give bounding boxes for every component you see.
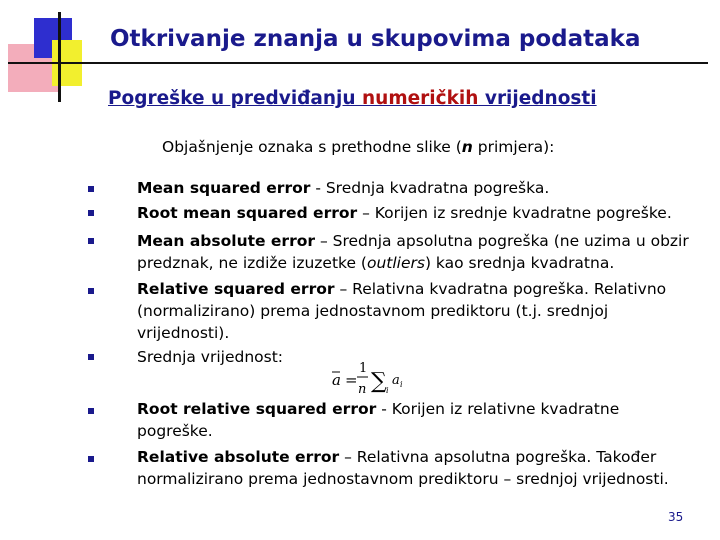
bullet-marker xyxy=(88,238,94,244)
intro-text xyxy=(162,138,554,156)
item-sep: – xyxy=(357,204,375,222)
formula-den: n xyxy=(358,382,367,397)
formula-svg xyxy=(330,358,410,398)
item-desc-post: ) kao srednja kvadratna. xyxy=(424,254,615,272)
list-item-mae xyxy=(137,230,697,274)
list-item-rae xyxy=(137,446,697,490)
slide-subtitle xyxy=(108,88,708,109)
formula-sum: ∑ xyxy=(371,369,387,394)
formula-eq: = xyxy=(345,371,358,389)
item-term: Relative absolute error xyxy=(137,448,340,466)
intro-post: primjera): xyxy=(472,138,555,156)
item-sep: – xyxy=(339,448,357,466)
item-term: Mean squared error xyxy=(137,179,311,197)
list-item-rmse xyxy=(137,202,697,224)
item-desc: Korijen iz srednje kvadratne pogreške. xyxy=(374,204,672,222)
mean-formula xyxy=(330,358,410,398)
list-item-rrse xyxy=(137,398,697,442)
bullet-marker xyxy=(88,186,94,192)
list-item-mean xyxy=(137,346,697,368)
intro-n: n xyxy=(461,138,473,156)
item-desc: Relativna kvadratna pogreška. Relativno (normalizirano) prema jednostavnom prediktoru (t.j. srednjoj vrijednosti). xyxy=(137,280,667,342)
bullet-marker xyxy=(88,210,94,216)
slide-title: Otkrivanje znanja u skupovima podataka xyxy=(110,26,641,52)
formula-sub: i xyxy=(386,386,389,395)
subtitle-pre: Pogreške u predviđanju xyxy=(108,88,363,109)
subtitle-highlight: numeričkih xyxy=(362,88,479,109)
item-desc: Srednja kvadratna pogreška. xyxy=(325,179,550,197)
item-sep: – xyxy=(334,280,353,298)
item-term: Relative squared error xyxy=(137,280,335,298)
item-sep: - xyxy=(310,179,326,197)
list-item-rse xyxy=(137,278,697,344)
formula-term: a xyxy=(392,373,400,388)
formula-num: 1 xyxy=(359,361,368,376)
decor-vertical-line xyxy=(58,12,61,102)
decor-horizontal-line xyxy=(8,62,708,64)
formula-lhs: a xyxy=(332,371,341,389)
item-term: Root relative squared error xyxy=(137,400,377,418)
intro-pre: Objašnjenje oznaka s prethodne slike ( xyxy=(162,138,462,156)
bullet-marker xyxy=(88,288,94,294)
item-desc: Relativna apsolutna pogreška. Također normalizirano prema jednostavnom prediktoru – srednjoj vrijednosti. xyxy=(137,448,669,488)
item-desc: Korijen iz relativne kvadratne pogreške. xyxy=(137,400,620,440)
page-number: 35 xyxy=(668,510,684,524)
item-desc-italic: outliers xyxy=(366,254,425,272)
formula-term-sub: i xyxy=(400,380,403,389)
item-sep: – xyxy=(315,232,333,250)
list-item-mse xyxy=(137,177,697,199)
bullet-marker xyxy=(88,408,94,414)
bullet-marker xyxy=(88,354,94,360)
item-desc: Srednja vrijednost: xyxy=(137,348,284,366)
item-sep: - xyxy=(376,400,392,418)
item-term: Root mean squared error xyxy=(137,204,358,222)
item-desc-pre: Srednja apsolutna pogreška (ne uzima u obzir predznak, ne izdiže izuzetke ( xyxy=(137,232,689,272)
item-term: Mean absolute error xyxy=(137,232,316,250)
subtitle-post: vrijednosti xyxy=(478,88,597,109)
bullet-marker xyxy=(88,456,94,462)
